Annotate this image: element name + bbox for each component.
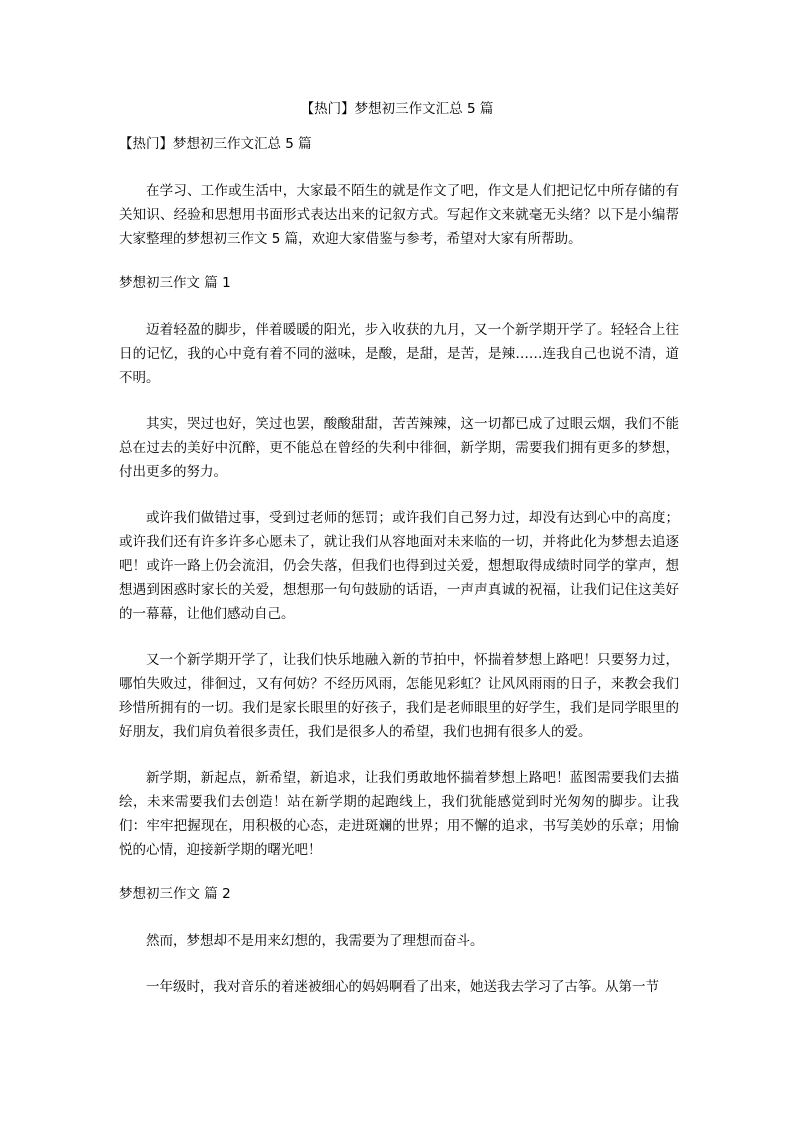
essay-1-paragraph: 其实，哭过也好，笑过也罢，酸酸甜甜，苦苦辣辣，这一切都已成了过眼云烟，我们不能总在过去的美好中沉醉，更不能总在曾经的失利中徘徊，新学期，需要我们拥有更多的梦想，付出更多的努力。 xyxy=(119,416,679,480)
document-body xyxy=(119,134,679,1021)
essay-2-heading: 梦想初三作文 篇 2 xyxy=(119,886,231,902)
essay-1-paragraph: 或许我们做错过事，受到过老师的惩罚；或许我们自己努力过，却没有达到心中的高度；或许我们还有许多许多心愿未了，就让我们从容地面对未来临的一切，并将此化为梦想去追逐吧！或许一路上仍会流泪，仍会失落，但我们也得到过关爱，想想取得成绩时同学的掌声，想想遇到困惑时家长的关爱，想想那一句句鼓励的话语，一声声真诚的祝福，让我们记住这美好的一幕幕，让他们感动自己。 xyxy=(119,510,679,622)
intro-paragraph: 在学习、工作或生活中，大家最不陌生的就是作文了吧，作文是人们把记忆中所存储的有关知识、经验和思想用书面形式表达出来的记叙方式。写起作文来就毫无头绪？以下是小编帮大家整理的梦想初三作文 5 篇，欢迎大家借鉴与参考，希望对大家有所帮助。 xyxy=(119,183,679,247)
essay-1-paragraph: 新学期，新起点，新希望，新追求，让我们勇敢地怀揣着梦想上路吧！蓝图需要我们去描绘，未来需要我们去创造！站在新学期的起跑线上，我们犹能感觉到时光匆匆的脚步。让我们：牢牢把握现在，用积极的心态，走进斑斓的世界；用不懈的追求，书写美妙的乐章；用愉悦的心情，迎接新学期的曙光吧！ xyxy=(119,770,679,858)
essay-2-paragraph: 一年级时，我对音乐的着迷被细心的妈妈啊看了出来，她送我去学习了古筝。从第一节 xyxy=(146,979,659,995)
essay-2-paragraph: 然而，梦想却不是用来幻想的，我需要为了理想而奋斗。 xyxy=(146,933,484,949)
document-title: 【热门】梦想初三作文汇总 5 篇 xyxy=(300,101,494,117)
essay-1-paragraph: 又一个新学期开学了，让我们快乐地融入新的节拍中，怀揣着梦想上路吧！只要努力过，哪怕失败过，徘徊过，又有何妨？不经历风雨，怎能见彩虹？让风风雨雨的日子，来教会我们珍惜所拥有的一切。我们是家长眼里的好孩子，我们是老师眼里的好学生，我们是同学眼里的好朋友，我们肩负着很多责任，我们是很多人的希望，我们也拥有很多人的爱。 xyxy=(119,652,679,740)
essay-1-heading: 梦想初三作文 篇 1 xyxy=(119,275,231,291)
essay-1-paragraph: 迈着轻盈的脚步，伴着暖暖的阳光，步入收获的九月，又一个新学期开学了。轻轻合上往日的记忆，我的心中竟有着不同的滋味，是酸，是甜，是苦，是辣……连我自己也说不清，道不明。 xyxy=(119,322,679,386)
document-subtitle: 【热门】梦想初三作文汇总 5 篇 xyxy=(119,136,312,152)
